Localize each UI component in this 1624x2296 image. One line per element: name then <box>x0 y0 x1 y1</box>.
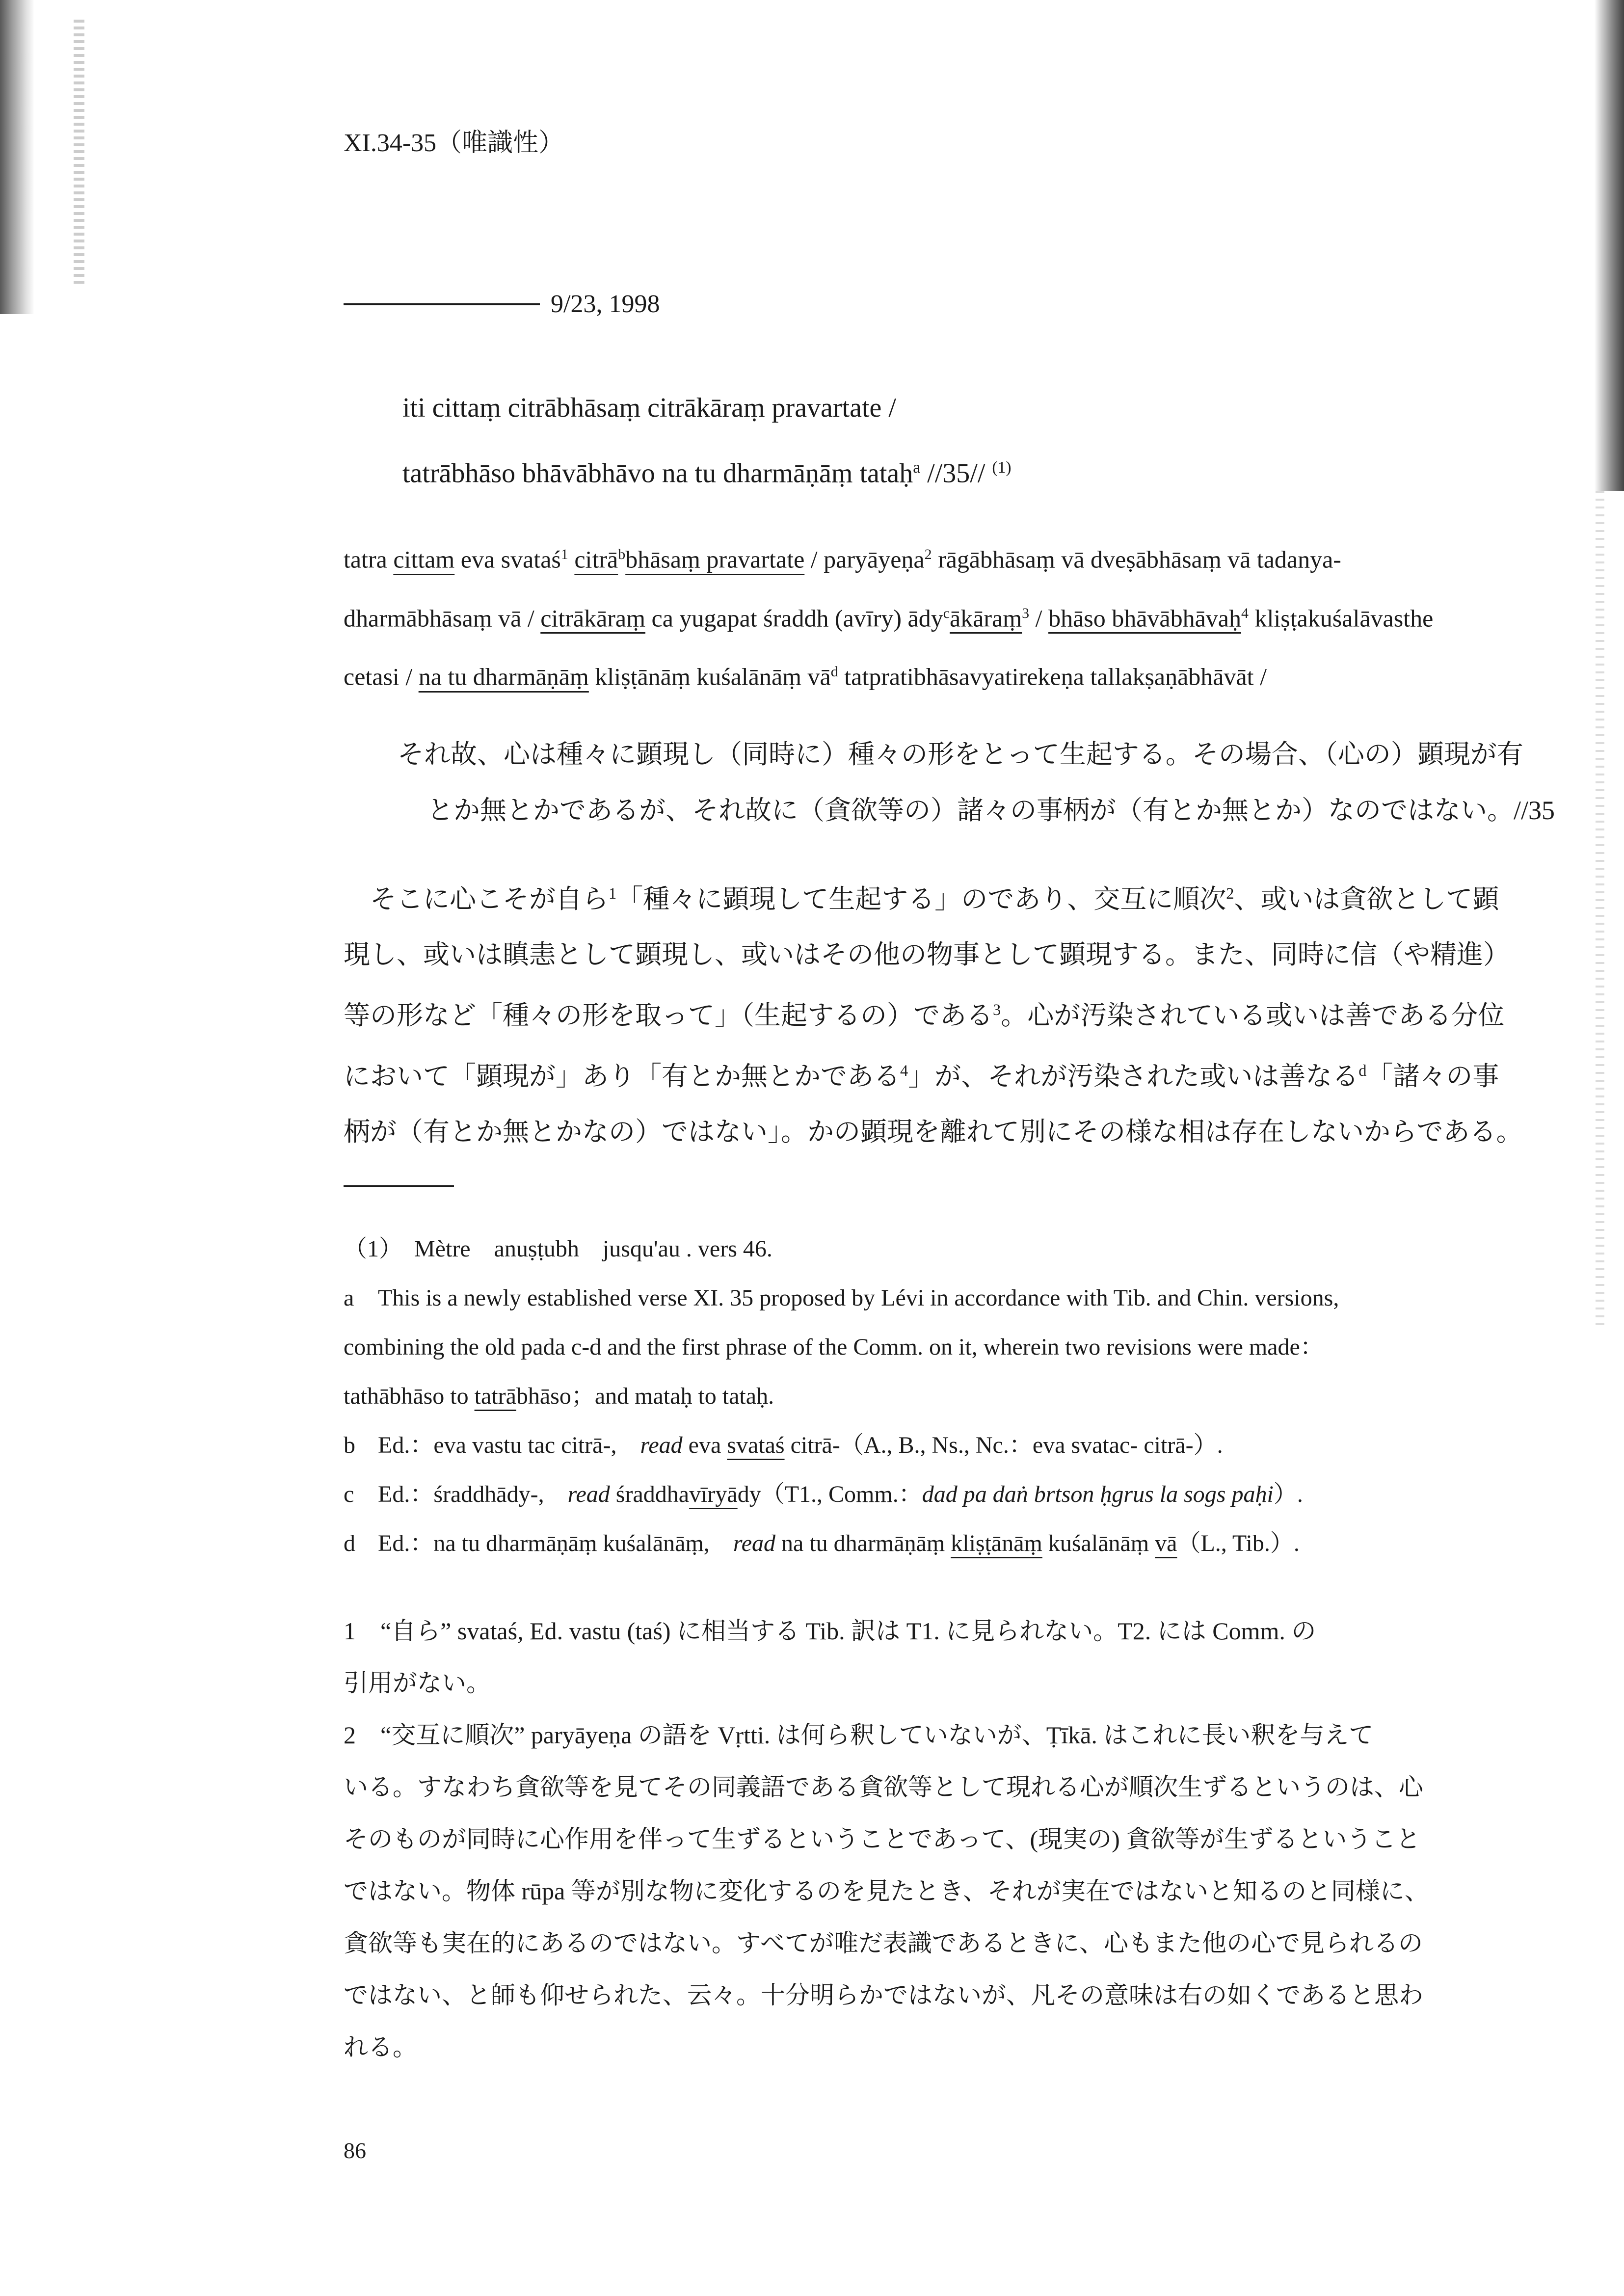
note-d <box>344 1519 1517 1568</box>
text-fragment: read <box>640 1432 683 1458</box>
text-fragment: bhāso；and mataḥ to tataḥ. <box>516 1383 774 1409</box>
sanskrit-commentary <box>344 528 1517 704</box>
jp-comm-line-1 <box>344 866 1517 927</box>
text-fragment: 1 <box>560 546 568 562</box>
text-fragment: tathābhāso to <box>344 1383 475 1409</box>
text-fragment: tatra <box>344 545 394 573</box>
text-fragment: / <box>1029 604 1049 632</box>
text-fragment: c <box>344 1481 354 1507</box>
text-fragment: eva <box>682 1432 727 1458</box>
text-fragment: / paryāyeṇa <box>804 545 925 573</box>
note-a-line-2: combining the old pada c-d and the first phrase of the Comm. on it, wherein two revisions were made： <box>344 1334 1324 1360</box>
page-number: 86 <box>344 2138 366 2163</box>
jp-comm-line-4 <box>344 1043 1517 1104</box>
footnote-2-line-2: いる。すなわち貪欲等を見てその同義語である貪欲等として現れる心が順次生ずるというのは、心 <box>344 1773 1423 1801</box>
text-fragment: vā <box>1155 1530 1177 1556</box>
text-fragment: d <box>1358 1062 1367 1080</box>
commentary-line-2 <box>344 587 1517 645</box>
date-text: 9/23, 1998 <box>551 290 660 318</box>
jp-verse-line-1: それ故、心は種々に顕現し（同時に）種々の形をとって生起する。その場合、（心の）顕現が有 <box>398 740 1523 769</box>
note-c <box>344 1470 1517 1519</box>
text-fragment: cittam <box>393 545 455 573</box>
jp-comm-line-3 <box>344 983 1517 1043</box>
text-fragment: 。心が汚染されている或いは善である分位 <box>1001 1001 1505 1030</box>
text-fragment: śraddha <box>610 1481 690 1507</box>
text-fragment: ca yugapat śraddh (avīry) ādy <box>645 604 943 632</box>
text-fragment: において「顕現が」あり「有とか無とかである <box>344 1062 900 1091</box>
text-fragment: //35// <box>920 458 992 489</box>
text-fragment: read <box>567 1481 610 1507</box>
text-fragment: 2 <box>1226 885 1234 903</box>
critical-notes <box>344 1225 1517 1568</box>
text-fragment: そこに心こそが自ら <box>370 884 609 914</box>
text-fragment: cetasi / <box>344 663 419 691</box>
text-fragment: 2 <box>924 546 932 562</box>
jp-verse-line-2: とか無とかであるが、それ故に（貪欲等の）諸々の事柄が（有とか無とか）なのではない。//35 <box>427 796 1555 825</box>
text-fragment: (1) <box>992 458 1012 477</box>
text-fragment: citrākāraṃ <box>540 604 645 632</box>
text-fragment: a <box>344 1285 354 1311</box>
text-fragment: 」が、それが汚染された或いは善なる <box>908 1062 1359 1091</box>
text-fragment: tatrā <box>474 1383 516 1409</box>
note-1: （1） Mètre anuṣṭubh jusqu'au . vers 46. <box>344 1236 772 1262</box>
japanese-commentary-translation <box>344 866 1523 1160</box>
text-fragment <box>568 546 575 573</box>
text-fragment: vīryā <box>689 1481 738 1507</box>
text-fragment: bhāsaṃ pravartate <box>625 545 805 573</box>
text-fragment: b <box>344 1432 355 1458</box>
verse-line-1: iti cittaṃ citrābhāsaṃ citrākāraṃ pravartate / <box>402 393 896 423</box>
text-fragment: citrā-（A., B., Ns., Nc.：eva svatac- citrā-）. <box>784 1432 1223 1458</box>
dateline-rule <box>344 303 540 305</box>
text-fragment: c <box>943 605 950 621</box>
text-fragment: Ed.：na tu dharmāṇāṃ kuśalānāṃ, <box>378 1530 733 1556</box>
footnote-2-line-5: 貪欲等も実在的にあるのではない。すべてが唯だ表識であるときに、心もまた他の心で見られるの <box>344 1929 1423 1957</box>
text-fragment: 1 <box>609 885 617 903</box>
text-fragment: b <box>618 546 626 562</box>
jp-comm-line-2: 現し、或いは瞋恚として顕現し、或いはその他の物事として顕現する。また、同時に信（や精進） <box>344 940 1510 969</box>
text-fragment: Ed.：śraddhādy-, <box>378 1481 568 1507</box>
footnote-2-line-1: 2 “交互に順次” paryāyeṇa の語を Vṛtti. は何ら釈していないが、Ṭīkā. はこれに長い釈を与えて <box>344 1721 1374 1749</box>
text-fragment: （L., Tib.）. <box>1177 1530 1300 1556</box>
note-a-line-3 <box>344 1372 1517 1421</box>
text-fragment: dy（T1., Comm.： <box>737 1481 922 1507</box>
text-fragment: na tu dharmāṇāṃ <box>418 663 589 691</box>
text-fragment: read <box>733 1530 776 1556</box>
text-fragment: This is a newly established verse XI. 35 proposed by Lévi in accordance with Tib. and Chin. versions, <box>378 1285 1339 1311</box>
jp-comm-line-5: 柄が（有とか無とかなの）ではない」。かの顕現を離れて別にその様な相は存在しないからである。 <box>344 1117 1523 1147</box>
text-fragment: 3 <box>993 1001 1001 1019</box>
footnote-2-line-4: ではない。物体 rūpa 等が別な物に変化するのを見たとき、それが実在ではないと知るのと同様に、 <box>344 1877 1429 1905</box>
commentary-line-1 <box>344 528 1517 587</box>
footnote-2-line-3: そのものが同時に心作用を伴って生ずるということであって、(現実の) 貪欲等が生ずるということ <box>344 1825 1421 1853</box>
text-fragment: kliṣṭakuśalāvasthe <box>1248 604 1434 632</box>
text-fragment: na tu dharmāṇāṃ <box>775 1530 951 1556</box>
running-header: XI.34-35（唯識性） <box>344 129 564 157</box>
text-fragment: Ed.：eva vastu tac citrā-, <box>378 1432 640 1458</box>
text-fragment: d <box>344 1530 355 1556</box>
sanskrit-verse <box>402 378 1012 504</box>
text-fragment: 等の形など「種々の形を取って」（生起するの）である <box>344 1001 993 1030</box>
notes-separator <box>344 1185 454 1187</box>
text-fragment: 4 <box>1241 605 1249 621</box>
note-b <box>344 1421 1517 1470</box>
text-fragment: dharmābhāsaṃ vā / <box>344 604 541 632</box>
text-fragment: 「種々に顕現して生起する」のであり、交互に順次 <box>616 884 1226 914</box>
text-fragment: citrā <box>574 545 618 573</box>
text-fragment: d <box>830 664 838 680</box>
footnotes <box>344 1605 1517 2073</box>
text-fragment: 「諸々の事 <box>1366 1062 1499 1091</box>
footnote-2-line-6: ではない、と師も仰せられた、云々。十分明らかではないが、凡その意味は右の如くであると思わ <box>344 1981 1423 2009</box>
footnote-2-line-7: れる。 <box>344 2033 417 2061</box>
footnote-1-line-1: 1 “自ら” svataś, Ed. vastu (taś) に相当する Tib. 訳は T1. に見られない。T2. には Comm. の <box>344 1617 1316 1645</box>
commentary-line-3 <box>344 645 1517 704</box>
text-fragment: bhāso bhāvābhāvaḥ <box>1048 604 1241 632</box>
text-fragment: tatrābhāso bhāvābhāvo na tu dharmāṇāṃ tataḥ <box>402 458 913 489</box>
text-fragment: 3 <box>1022 605 1030 621</box>
text-fragment: ）. <box>1273 1481 1303 1507</box>
text-fragment: rāgābhāsaṃ vā dveṣābhāsaṃ vā tadanya- <box>932 545 1341 573</box>
text-fragment: kuśalānāṃ <box>1042 1530 1155 1556</box>
verse-line-2 <box>402 438 1012 504</box>
text-fragment: svataś <box>727 1432 785 1458</box>
text-fragment: eva svataś <box>454 545 561 573</box>
text-fragment: dad pa daṅ brtson ḥgrus la sogs paḥi <box>922 1481 1274 1507</box>
note-a-line-1 <box>344 1274 1517 1323</box>
text-fragment: a <box>913 458 921 477</box>
text-fragment: kliṣṭānāṃ kuśalānāṃ vā <box>588 663 831 691</box>
text-fragment: tatpratibhāsavyatirekeṇa tallakṣaṇābhāvāt / <box>838 663 1267 691</box>
text-fragment: kliṣṭānāṃ <box>951 1530 1042 1556</box>
text-fragment: 4 <box>900 1062 908 1080</box>
dateline <box>344 290 660 319</box>
footnote-1-line-2: 引用がない。 <box>344 1669 491 1697</box>
japanese-verse-translation <box>344 726 1555 838</box>
text-fragment: 、或いは貪欲として顕 <box>1234 884 1499 914</box>
text-fragment: ākāraṃ <box>950 604 1022 632</box>
